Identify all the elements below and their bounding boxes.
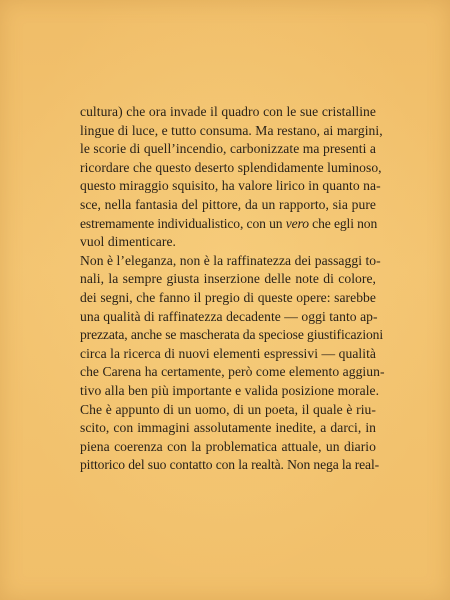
text-line: una qualità di raffinatezza decadente — oggi tanto ap-	[80, 308, 378, 324]
text-line: circa la ricerca di nuovi elementi espressivi — qualità	[80, 345, 376, 361]
text-line: le scorie di quell’incendio, carbonizzate ma presenti a	[80, 141, 376, 157]
text-line: cultura) che ora invade il quadro con le sue cristalline	[80, 104, 376, 119]
text-line: prezzata, anche se mascherata da speciose giustificazioni	[80, 327, 384, 343]
text-line: che Carena ha certamente, però come elemento aggiun-	[80, 364, 385, 380]
text-line: Non è l’eleganza, non è la raffinatezza dei passaggi to-	[80, 252, 381, 268]
text-line: sce, nella fantasia del pittore, da un rapporto, sia pure	[80, 196, 376, 212]
italic-word: vero	[285, 215, 309, 231]
text-line: vuol dimenticare.	[80, 234, 176, 250]
text-line: pittorico del suo contatto con la realtà. Non nega la real-	[80, 457, 380, 473]
text-line: Che è appunto di un uomo, di un poeta, il quale è riu-	[80, 401, 376, 417]
text-segment: che egli non	[308, 215, 378, 231]
text-line: lingue di luce, e tutto consuma. Ma restano, ai margini,	[80, 122, 383, 138]
text-line: ricordare che questo deserto splendidamente luminoso,	[80, 159, 382, 175]
body-text	[80, 103, 385, 475]
text-line: scito, con immagini assolutamente inedite, a darci, in	[80, 420, 376, 436]
text-line: piena coerenza con la problematica attuale, un diario	[80, 438, 376, 454]
text-line: questo miraggio squisito, ha valore lirico in quanto na-	[80, 178, 381, 194]
text-line-with-italic	[80, 215, 376, 234]
text-segment: estremamente individualistico, con un	[80, 215, 286, 231]
paragraph-2	[80, 252, 385, 475]
text-line: dei segni, che fanno il pregio di queste opere: sarebbe	[80, 289, 376, 305]
text-line: tivo alla ben più importante e valida posizione morale.	[80, 382, 380, 398]
paragraph-1	[80, 103, 383, 252]
text-line: nali, la sempre giusta inserzione delle note di colore,	[80, 271, 376, 287]
